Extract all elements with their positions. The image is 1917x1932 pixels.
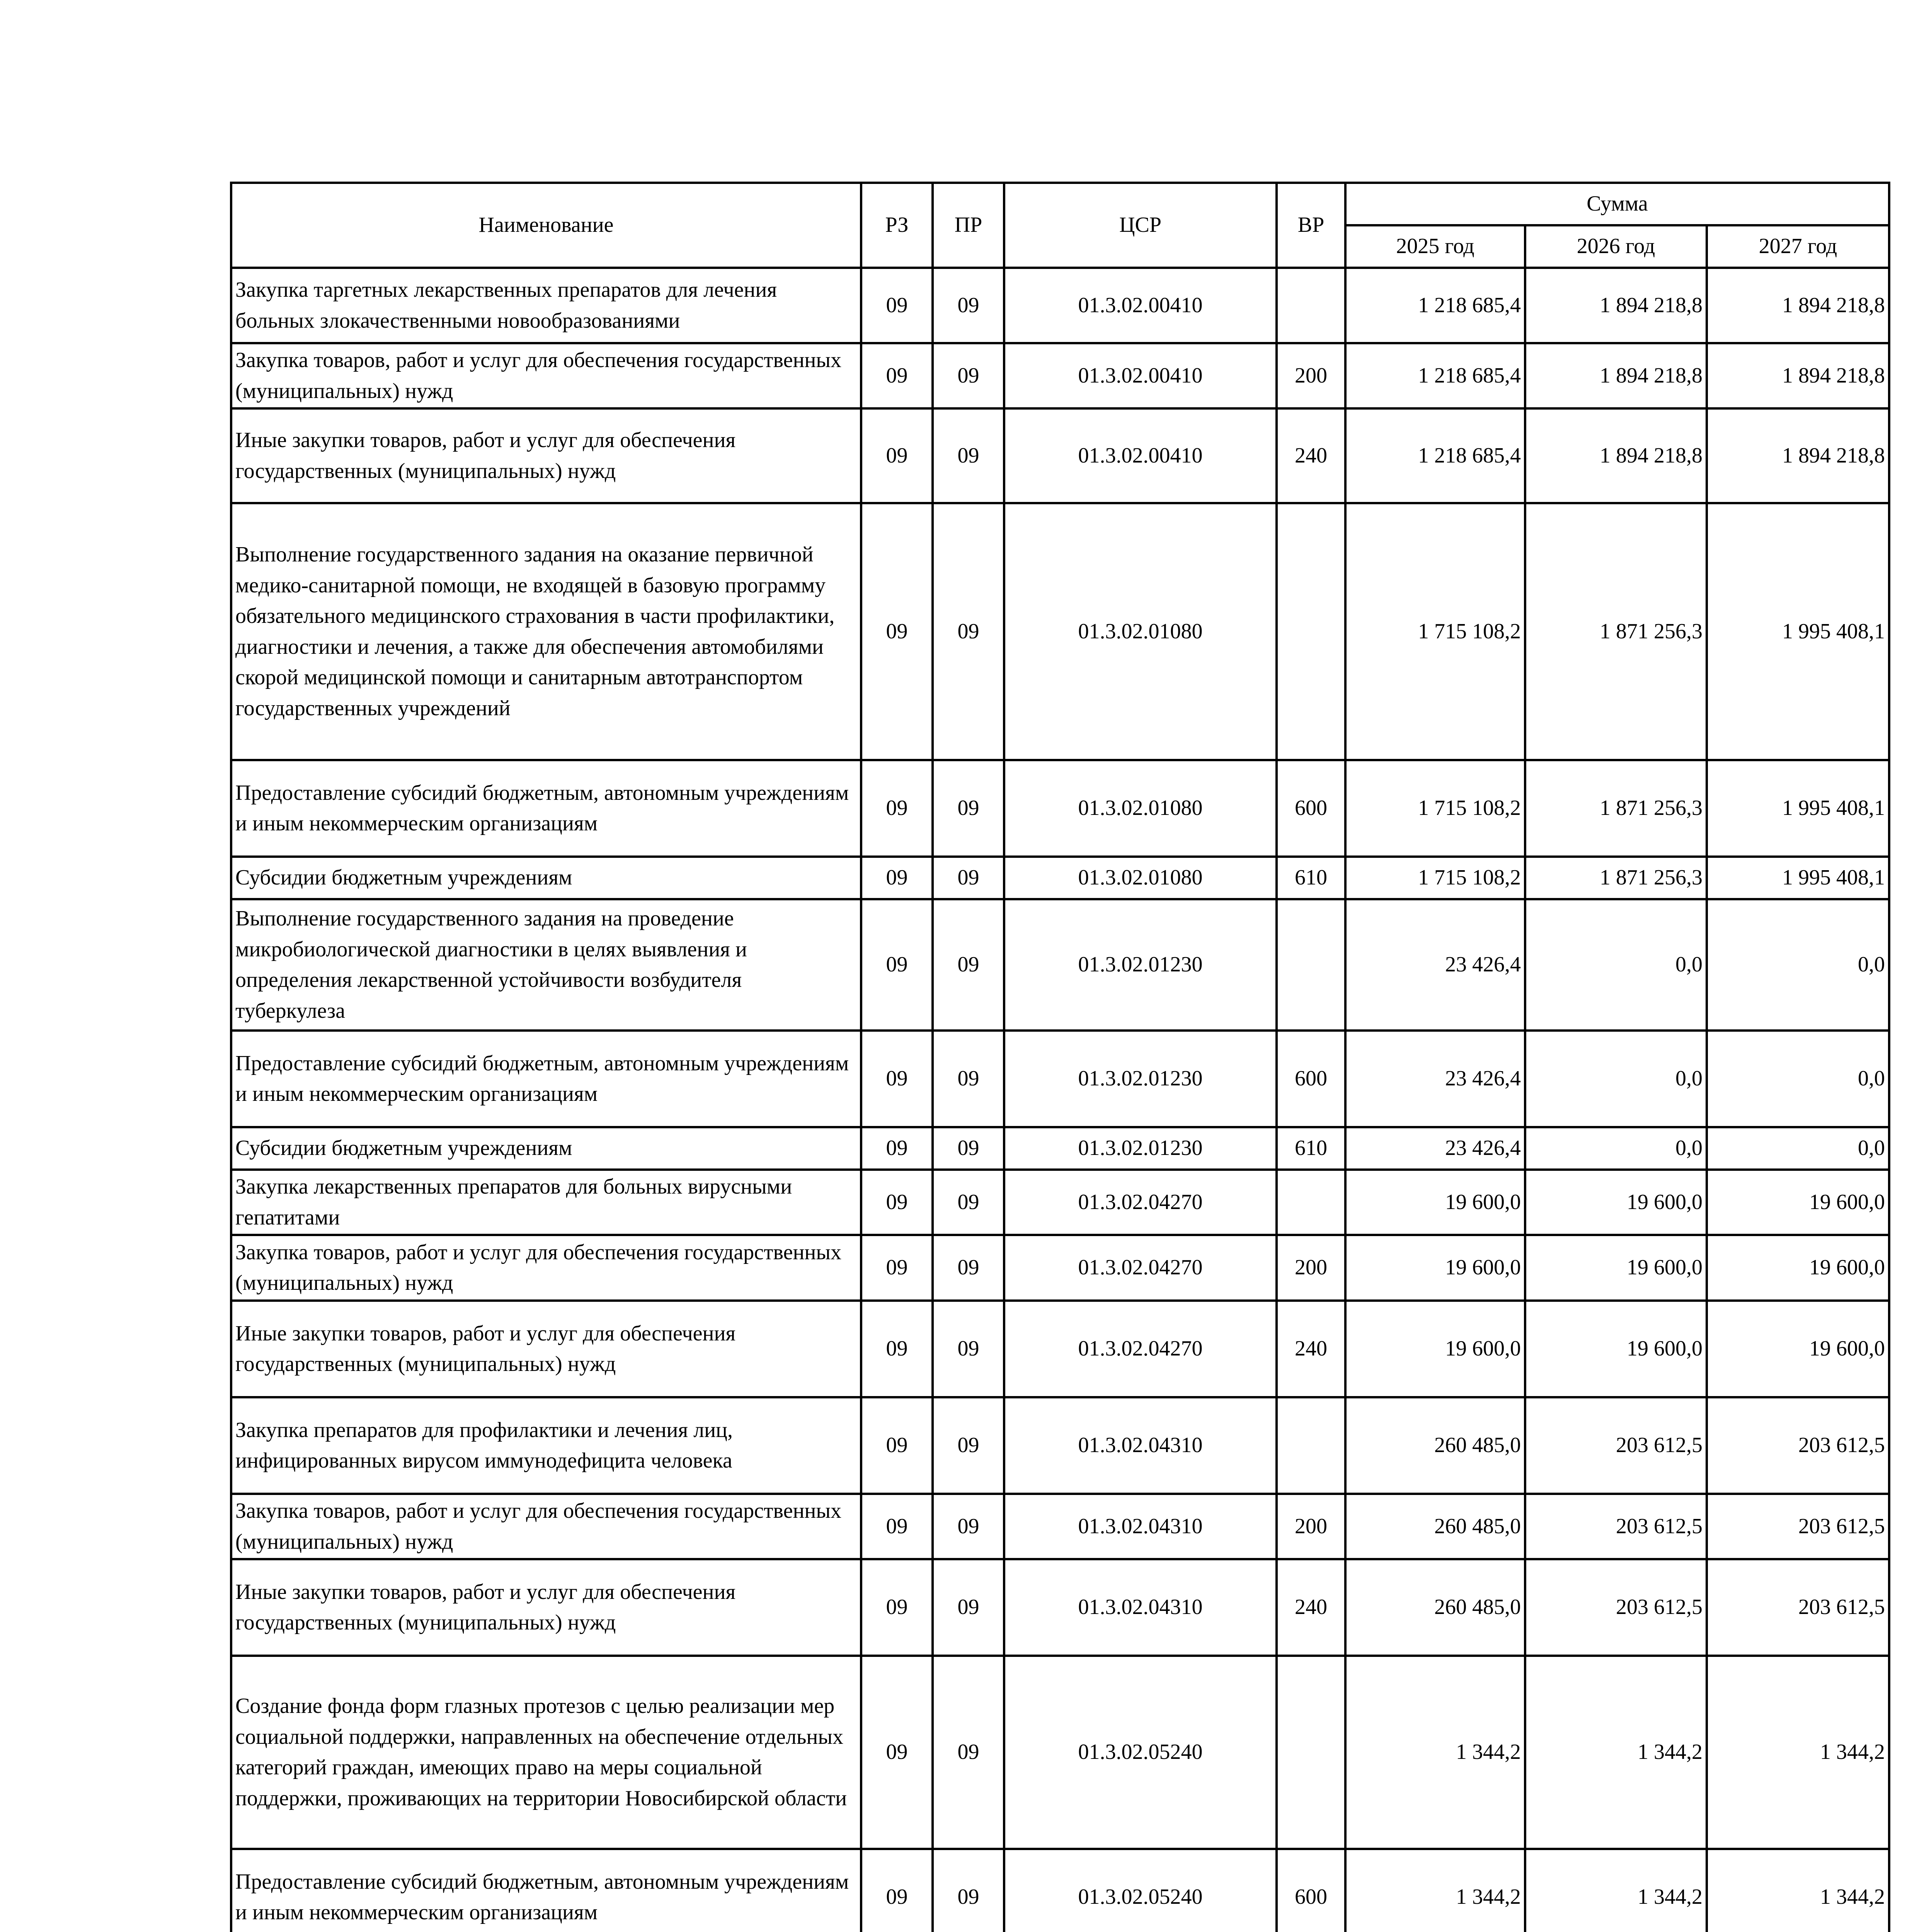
cell-rz: 09 xyxy=(861,1170,933,1235)
cell-pr: 09 xyxy=(933,1397,1004,1494)
header-year-2025: 2025 год xyxy=(1345,225,1525,268)
cell-sum-2026: 19 600,0 xyxy=(1525,1170,1707,1235)
table-row xyxy=(231,268,1889,343)
cell-sum-2025: 23 426,4 xyxy=(1345,899,1525,1031)
cell-sum-2027: 1 995 408,1 xyxy=(1707,503,1889,760)
table-row xyxy=(231,1656,1889,1849)
table-row xyxy=(231,899,1889,1031)
cell-sum-2026: 0,0 xyxy=(1525,899,1707,1031)
cell-pr: 09 xyxy=(933,343,1004,408)
header-name: Наименование xyxy=(231,183,861,268)
cell-csr: 01.3.02.01080 xyxy=(1004,503,1277,760)
cell-vr xyxy=(1277,1170,1345,1235)
cell-csr: 01.3.02.04270 xyxy=(1004,1235,1277,1301)
cell-sum-2026: 203 612,5 xyxy=(1525,1559,1707,1656)
cell-sum-2026: 1 871 256,3 xyxy=(1525,857,1707,899)
header-pr: ПР xyxy=(933,183,1004,268)
header-rz: РЗ xyxy=(861,183,933,268)
cell-csr: 01.3.02.04270 xyxy=(1004,1170,1277,1235)
cell-sum-2026: 1 894 218,8 xyxy=(1525,343,1707,408)
table-row xyxy=(231,857,1889,899)
cell-name: Выполнение государственного задания на проведение микробиологической диагностики в целях выявления и определения лекарственной устойчивости возбудителя туберкулеза xyxy=(231,899,861,1031)
cell-rz: 09 xyxy=(861,1301,933,1397)
cell-sum-2025: 260 485,0 xyxy=(1345,1494,1525,1559)
cell-pr: 09 xyxy=(933,503,1004,760)
table-body xyxy=(231,268,1889,1932)
cell-sum-2027: 0,0 xyxy=(1707,899,1889,1031)
cell-vr xyxy=(1277,503,1345,760)
cell-pr: 09 xyxy=(933,408,1004,503)
table-row xyxy=(231,1235,1889,1301)
cell-sum-2026: 19 600,0 xyxy=(1525,1235,1707,1301)
cell-sum-2026: 1 344,2 xyxy=(1525,1849,1707,1932)
cell-pr: 09 xyxy=(933,1656,1004,1849)
cell-pr: 09 xyxy=(933,1849,1004,1932)
cell-rz: 09 xyxy=(861,343,933,408)
budget-table xyxy=(230,182,1890,1932)
cell-vr: 200 xyxy=(1277,1494,1345,1559)
cell-vr: 240 xyxy=(1277,1301,1345,1397)
cell-vr: 610 xyxy=(1277,857,1345,899)
cell-name: Выполнение государственного задания на оказание первичной медико-санитарной помощи, не входящей в базовую программу обязательного медицинского страхования в части профилактики, диагностики и лечения, а также для обеспечения автомобилями скорой медицинской помощи и санитарным автотранспортом государственных учреждений xyxy=(231,503,861,760)
cell-sum-2026: 19 600,0 xyxy=(1525,1301,1707,1397)
table-row xyxy=(231,1559,1889,1656)
cell-sum-2025: 1 715 108,2 xyxy=(1345,760,1525,857)
cell-sum-2026: 1 894 218,8 xyxy=(1525,268,1707,343)
cell-vr: 240 xyxy=(1277,1559,1345,1656)
cell-rz: 09 xyxy=(861,503,933,760)
cell-vr: 600 xyxy=(1277,1849,1345,1932)
cell-csr: 01.3.02.01080 xyxy=(1004,760,1277,857)
cell-sum-2027: 19 600,0 xyxy=(1707,1301,1889,1397)
header-vr: ВР xyxy=(1277,183,1345,268)
cell-sum-2025: 19 600,0 xyxy=(1345,1301,1525,1397)
cell-pr: 09 xyxy=(933,268,1004,343)
cell-vr: 610 xyxy=(1277,1127,1345,1170)
cell-vr xyxy=(1277,268,1345,343)
cell-csr: 01.3.02.01230 xyxy=(1004,1031,1277,1127)
cell-pr: 09 xyxy=(933,1301,1004,1397)
cell-sum-2027: 1 894 218,8 xyxy=(1707,408,1889,503)
cell-vr xyxy=(1277,1656,1345,1849)
cell-name: Закупка лекарственных препаратов для больных вирусными гепатитами xyxy=(231,1170,861,1235)
cell-pr: 09 xyxy=(933,1494,1004,1559)
cell-pr: 09 xyxy=(933,760,1004,857)
cell-sum-2025: 260 485,0 xyxy=(1345,1397,1525,1494)
cell-sum-2026: 0,0 xyxy=(1525,1031,1707,1127)
table-row xyxy=(231,1397,1889,1494)
cell-sum-2027: 1 344,2 xyxy=(1707,1849,1889,1932)
cell-sum-2027: 1 995 408,1 xyxy=(1707,857,1889,899)
cell-sum-2025: 23 426,4 xyxy=(1345,1031,1525,1127)
cell-name: Закупка товаров, работ и услуг для обеспечения государственных (муниципальных) нужд xyxy=(231,343,861,408)
cell-pr: 09 xyxy=(933,857,1004,899)
cell-name: Предоставление субсидий бюджетным, автономным учреждениям и иным некоммерческим организациям xyxy=(231,1849,861,1932)
cell-sum-2027: 0,0 xyxy=(1707,1127,1889,1170)
cell-vr: 600 xyxy=(1277,1031,1345,1127)
cell-name: Закупка товаров, работ и услуг для обеспечения государственных (муниципальных) нужд xyxy=(231,1235,861,1301)
cell-csr: 01.3.02.04310 xyxy=(1004,1559,1277,1656)
cell-sum-2027: 19 600,0 xyxy=(1707,1235,1889,1301)
cell-sum-2025: 23 426,4 xyxy=(1345,1127,1525,1170)
cell-name: Создание фонда форм глазных протезов с целью реализации мер социальной поддержки, направленных на обеспечение отдельных категорий граждан, имеющих право на меры социальной поддержки, проживающих на территории Новосибирской области xyxy=(231,1656,861,1849)
cell-csr: 01.3.02.04310 xyxy=(1004,1494,1277,1559)
cell-csr: 01.3.02.04270 xyxy=(1004,1301,1277,1397)
cell-rz: 09 xyxy=(861,1559,933,1656)
cell-pr: 09 xyxy=(933,1170,1004,1235)
cell-vr: 600 xyxy=(1277,760,1345,857)
cell-name: Иные закупки товаров, работ и услуг для обеспечения государственных (муниципальных) нужд xyxy=(231,408,861,503)
cell-csr: 01.3.02.04310 xyxy=(1004,1397,1277,1494)
cell-name: Субсидии бюджетным учреждениям xyxy=(231,857,861,899)
cell-csr: 01.3.02.00410 xyxy=(1004,343,1277,408)
table-row xyxy=(231,1127,1889,1170)
cell-rz: 09 xyxy=(861,1031,933,1127)
cell-csr: 01.3.02.00410 xyxy=(1004,408,1277,503)
cell-sum-2025: 1 344,2 xyxy=(1345,1656,1525,1849)
cell-sum-2025: 1 715 108,2 xyxy=(1345,857,1525,899)
cell-vr: 200 xyxy=(1277,343,1345,408)
cell-sum-2025: 1 218 685,4 xyxy=(1345,343,1525,408)
cell-rz: 09 xyxy=(861,760,933,857)
cell-sum-2027: 0,0 xyxy=(1707,1031,1889,1127)
cell-name: Иные закупки товаров, работ и услуг для обеспечения государственных (муниципальных) нужд xyxy=(231,1559,861,1656)
cell-pr: 09 xyxy=(933,1127,1004,1170)
table-row xyxy=(231,1494,1889,1559)
cell-vr xyxy=(1277,1397,1345,1494)
cell-sum-2025: 1 344,2 xyxy=(1345,1849,1525,1932)
cell-sum-2027: 203 612,5 xyxy=(1707,1494,1889,1559)
cell-pr: 09 xyxy=(933,899,1004,1031)
header-year-2027: 2027 год xyxy=(1707,225,1889,268)
cell-csr: 01.3.02.00410 xyxy=(1004,268,1277,343)
cell-vr: 200 xyxy=(1277,1235,1345,1301)
table-row xyxy=(231,760,1889,857)
cell-csr: 01.3.02.01230 xyxy=(1004,899,1277,1031)
cell-csr: 01.3.02.05240 xyxy=(1004,1849,1277,1932)
cell-sum-2027: 1 344,2 xyxy=(1707,1656,1889,1849)
cell-rz: 09 xyxy=(861,268,933,343)
table-row xyxy=(231,1849,1889,1932)
table-row xyxy=(231,503,1889,760)
cell-sum-2025: 1 715 108,2 xyxy=(1345,503,1525,760)
header-year-2026: 2026 год xyxy=(1525,225,1707,268)
cell-name: Иные закупки товаров, работ и услуг для обеспечения государственных (муниципальных) нужд xyxy=(231,1301,861,1397)
cell-name: Предоставление субсидий бюджетным, автономным учреждениям и иным некоммерческим организациям xyxy=(231,760,861,857)
cell-rz: 09 xyxy=(861,857,933,899)
cell-sum-2027: 1 894 218,8 xyxy=(1707,343,1889,408)
header-sum: Сумма xyxy=(1345,183,1889,225)
cell-sum-2026: 1 871 256,3 xyxy=(1525,503,1707,760)
cell-name: Закупка товаров, работ и услуг для обеспечения государственных (муниципальных) нужд xyxy=(231,1494,861,1559)
cell-vr xyxy=(1277,899,1345,1031)
cell-sum-2027: 203 612,5 xyxy=(1707,1397,1889,1494)
cell-rz: 09 xyxy=(861,1397,933,1494)
table-row xyxy=(231,1301,1889,1397)
cell-sum-2026: 1 894 218,8 xyxy=(1525,408,1707,503)
table-row xyxy=(231,1031,1889,1127)
cell-sum-2027: 1 995 408,1 xyxy=(1707,760,1889,857)
cell-rz: 09 xyxy=(861,1235,933,1301)
table-row xyxy=(231,1170,1889,1235)
cell-sum-2026: 0,0 xyxy=(1525,1127,1707,1170)
cell-rz: 09 xyxy=(861,899,933,1031)
cell-sum-2027: 1 894 218,8 xyxy=(1707,268,1889,343)
cell-name: Субсидии бюджетным учреждениям xyxy=(231,1127,861,1170)
cell-sum-2025: 260 485,0 xyxy=(1345,1559,1525,1656)
table-row xyxy=(231,343,1889,408)
cell-name: Закупка таргетных лекарственных препаратов для лечения больных злокачественными новообразованиями xyxy=(231,268,861,343)
cell-vr: 240 xyxy=(1277,408,1345,503)
cell-sum-2025: 1 218 685,4 xyxy=(1345,268,1525,343)
cell-name: Предоставление субсидий бюджетным, автономным учреждениям и иным некоммерческим организациям xyxy=(231,1031,861,1127)
cell-sum-2025: 19 600,0 xyxy=(1345,1170,1525,1235)
cell-pr: 09 xyxy=(933,1235,1004,1301)
cell-csr: 01.3.02.01080 xyxy=(1004,857,1277,899)
cell-rz: 09 xyxy=(861,408,933,503)
cell-name: Закупка препаратов для профилактики и лечения лиц, инфицированных вирусом иммунодефицита человека xyxy=(231,1397,861,1494)
cell-rz: 09 xyxy=(861,1849,933,1932)
header-csr: ЦСР xyxy=(1004,183,1277,268)
table-row xyxy=(231,408,1889,503)
cell-csr: 01.3.02.05240 xyxy=(1004,1656,1277,1849)
cell-rz: 09 xyxy=(861,1656,933,1849)
cell-sum-2027: 19 600,0 xyxy=(1707,1170,1889,1235)
cell-sum-2025: 19 600,0 xyxy=(1345,1235,1525,1301)
cell-sum-2026: 203 612,5 xyxy=(1525,1397,1707,1494)
cell-sum-2025: 1 218 685,4 xyxy=(1345,408,1525,503)
cell-rz: 09 xyxy=(861,1494,933,1559)
cell-sum-2026: 1 871 256,3 xyxy=(1525,760,1707,857)
cell-pr: 09 xyxy=(933,1559,1004,1656)
cell-rz: 09 xyxy=(861,1127,933,1170)
cell-sum-2026: 203 612,5 xyxy=(1525,1494,1707,1559)
cell-csr: 01.3.02.01230 xyxy=(1004,1127,1277,1170)
cell-sum-2026: 1 344,2 xyxy=(1525,1656,1707,1849)
cell-sum-2027: 203 612,5 xyxy=(1707,1559,1889,1656)
cell-pr: 09 xyxy=(933,1031,1004,1127)
